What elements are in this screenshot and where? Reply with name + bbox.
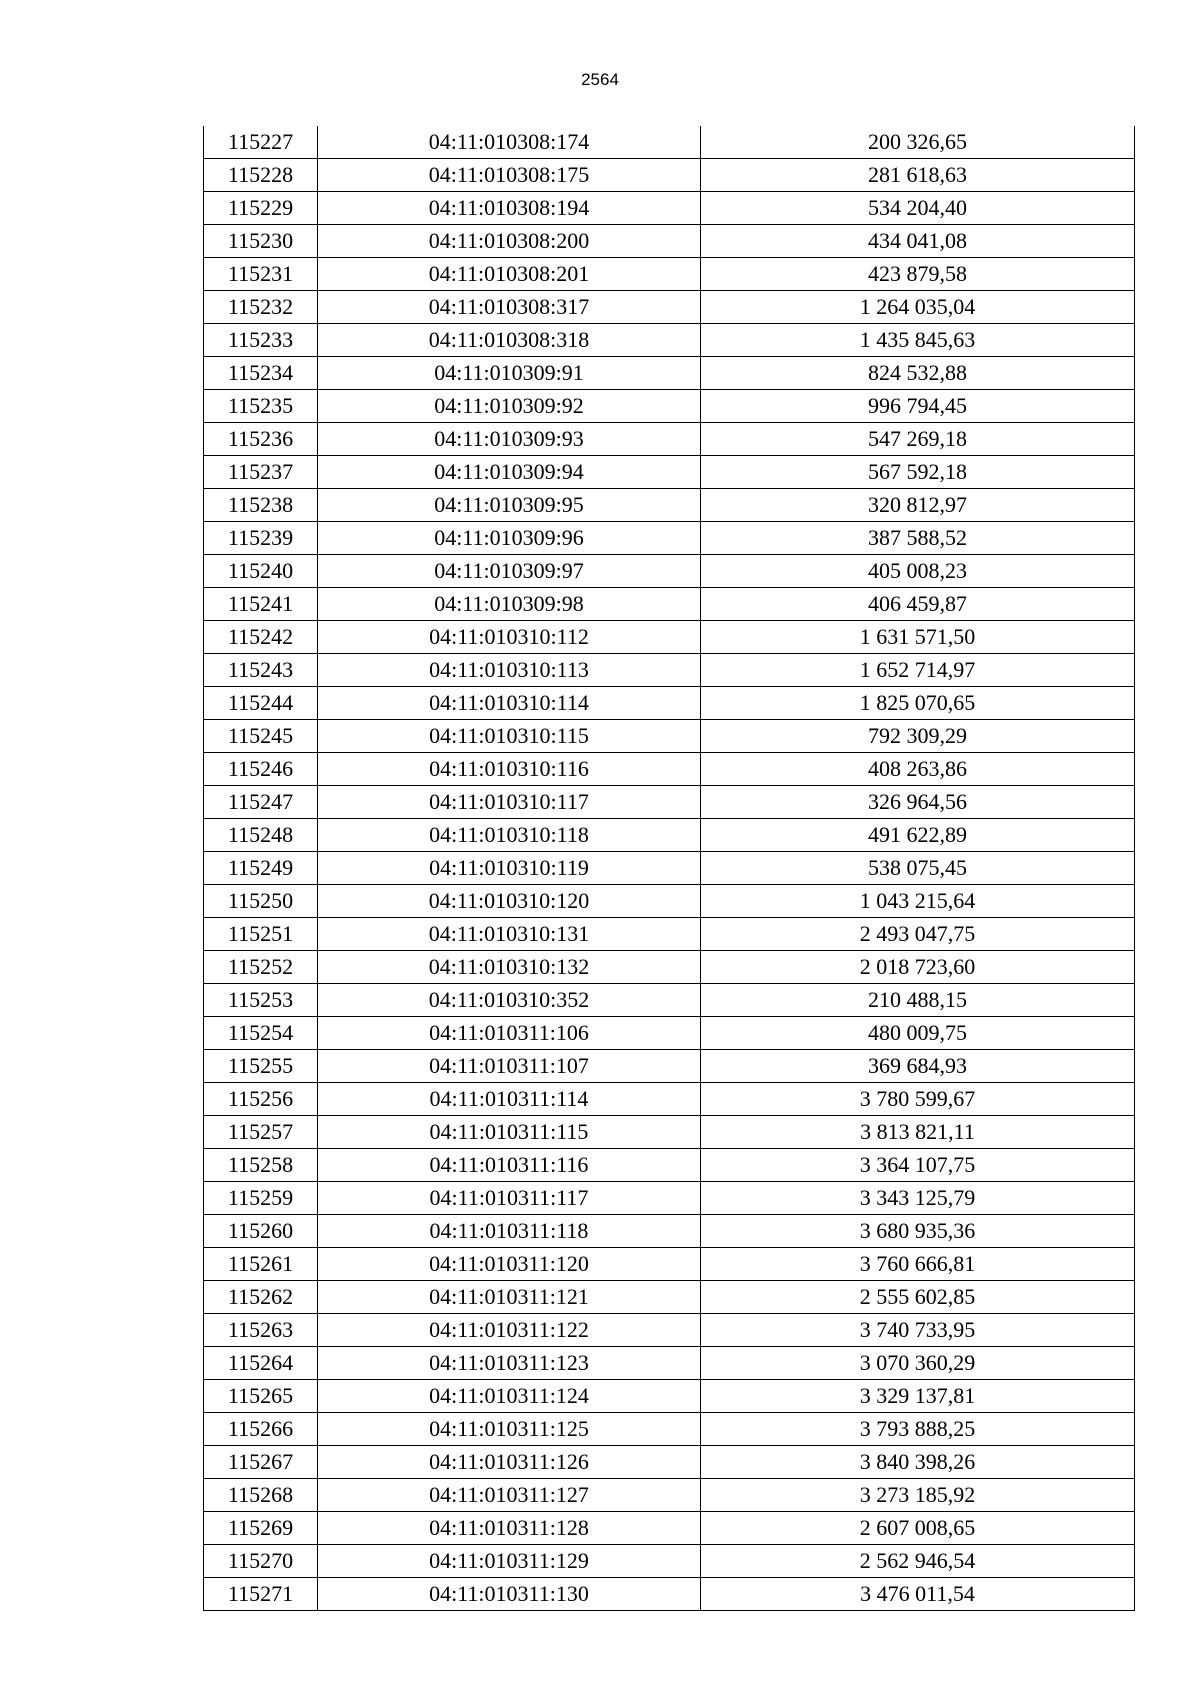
cadastral-value-cell: 3 740 733,95 <box>701 1314 1135 1347</box>
row-id-cell: 115251 <box>204 918 318 951</box>
row-id-cell: 115233 <box>204 324 318 357</box>
cadastral-value-cell: 2 562 946,54 <box>701 1545 1135 1578</box>
cadastral-number-cell: 04:11:010311:124 <box>318 1380 701 1413</box>
cadastral-value-cell: 3 273 185,92 <box>701 1479 1135 1512</box>
cadastral-value-cell: 792 309,29 <box>701 720 1135 753</box>
cadastral-number-cell: 04:11:010308:174 <box>318 126 701 159</box>
row-id-cell: 115249 <box>204 852 318 885</box>
cadastral-value-cell: 3 840 398,26 <box>701 1446 1135 1479</box>
cadastral-value-cell: 534 204,40 <box>701 192 1135 225</box>
cadastral-number-cell: 04:11:010309:97 <box>318 555 701 588</box>
cadastral-number-cell: 04:11:010311:125 <box>318 1413 701 1446</box>
row-id-cell: 115232 <box>204 291 318 324</box>
row-id-cell: 115260 <box>204 1215 318 1248</box>
cadastral-number-cell: 04:11:010310:352 <box>318 984 701 1017</box>
table-row <box>204 951 1135 984</box>
cadastral-value-cell: 1 825 070,65 <box>701 687 1135 720</box>
cadastral-value-cell: 200 326,65 <box>701 126 1135 159</box>
table-row <box>204 1545 1135 1578</box>
cadastral-number-cell: 04:11:010311:118 <box>318 1215 701 1248</box>
cadastral-number-cell: 04:11:010308:194 <box>318 192 701 225</box>
row-id-cell: 115245 <box>204 720 318 753</box>
cadastral-value-cell: 405 008,23 <box>701 555 1135 588</box>
table-row <box>204 390 1135 423</box>
table-row <box>204 1281 1135 1314</box>
row-id-cell: 115257 <box>204 1116 318 1149</box>
cadastral-value-cell: 538 075,45 <box>701 852 1135 885</box>
cadastral-number-cell: 04:11:010310:116 <box>318 753 701 786</box>
table-row <box>204 192 1135 225</box>
row-id-cell: 115236 <box>204 423 318 456</box>
row-id-cell: 115255 <box>204 1050 318 1083</box>
cadastral-number-cell: 04:11:010308:201 <box>318 258 701 291</box>
row-id-cell: 115239 <box>204 522 318 555</box>
cadastral-value-cell: 320 812,97 <box>701 489 1135 522</box>
row-id-cell: 115261 <box>204 1248 318 1281</box>
cadastral-number-cell: 04:11:010309:91 <box>318 357 701 390</box>
cadastral-value-cell: 1 435 845,63 <box>701 324 1135 357</box>
cadastral-value-cell: 3 760 666,81 <box>701 1248 1135 1281</box>
cadastral-number-cell: 04:11:010311:126 <box>318 1446 701 1479</box>
row-id-cell: 115238 <box>204 489 318 522</box>
table-row <box>204 1479 1135 1512</box>
table-row <box>204 1083 1135 1116</box>
cadastral-value-cell: 3 476 011,54 <box>701 1578 1135 1611</box>
table-row <box>204 1017 1135 1050</box>
table-row <box>204 1149 1135 1182</box>
row-id-cell: 115266 <box>204 1413 318 1446</box>
cadastral-number-cell: 04:11:010309:93 <box>318 423 701 456</box>
row-id-cell: 115248 <box>204 819 318 852</box>
table-row <box>204 1512 1135 1545</box>
table-row <box>204 621 1135 654</box>
row-id-cell: 115240 <box>204 555 318 588</box>
row-id-cell: 115228 <box>204 159 318 192</box>
cadastral-value-cell: 2 018 723,60 <box>701 951 1135 984</box>
cadastral-number-cell: 04:11:010310:132 <box>318 951 701 984</box>
row-id-cell: 115246 <box>204 753 318 786</box>
row-id-cell: 115254 <box>204 1017 318 1050</box>
cadastral-value-cell: 2 607 008,65 <box>701 1512 1135 1545</box>
cadastral-number-cell: 04:11:010310:119 <box>318 852 701 885</box>
cadastral-value-cell: 408 263,86 <box>701 753 1135 786</box>
table-row <box>204 918 1135 951</box>
cadastral-value-cell: 3 793 888,25 <box>701 1413 1135 1446</box>
row-id-cell: 115250 <box>204 885 318 918</box>
cadastral-number-cell: 04:11:010311:106 <box>318 1017 701 1050</box>
row-id-cell: 115268 <box>204 1479 318 1512</box>
table-row <box>204 654 1135 687</box>
row-id-cell: 115242 <box>204 621 318 654</box>
cadastral-number-cell: 04:11:010309:95 <box>318 489 701 522</box>
cadastral-value-cell: 824 532,88 <box>701 357 1135 390</box>
cadastral-number-cell: 04:11:010311:130 <box>318 1578 701 1611</box>
table-row <box>204 852 1135 885</box>
cadastral-value-cell: 210 488,15 <box>701 984 1135 1017</box>
cadastral-number-cell: 04:11:010309:96 <box>318 522 701 555</box>
row-id-cell: 115231 <box>204 258 318 291</box>
table-row <box>204 1413 1135 1446</box>
table-row <box>204 588 1135 621</box>
cadastral-value-cell: 434 041,08 <box>701 225 1135 258</box>
table-row <box>204 555 1135 588</box>
row-id-cell: 115263 <box>204 1314 318 1347</box>
cadastral-number-cell: 04:11:010308:317 <box>318 291 701 324</box>
row-id-cell: 115252 <box>204 951 318 984</box>
cadastral-value-cell: 491 622,89 <box>701 819 1135 852</box>
cadastral-number-cell: 04:11:010309:98 <box>318 588 701 621</box>
row-id-cell: 115258 <box>204 1149 318 1182</box>
row-id-cell: 115265 <box>204 1380 318 1413</box>
row-id-cell: 115243 <box>204 654 318 687</box>
table-row <box>204 324 1135 357</box>
table-row <box>204 1347 1135 1380</box>
cadastral-value-cell: 1 043 215,64 <box>701 885 1135 918</box>
cadastral-value-cell: 3 070 360,29 <box>701 1347 1135 1380</box>
cadastral-number-cell: 04:11:010310:112 <box>318 621 701 654</box>
cadastral-value-cell: 281 618,63 <box>701 159 1135 192</box>
table-row <box>204 423 1135 456</box>
row-id-cell: 115253 <box>204 984 318 1017</box>
table-row <box>204 1380 1135 1413</box>
cadastral-value-cell: 1 631 571,50 <box>701 621 1135 654</box>
row-id-cell: 115267 <box>204 1446 318 1479</box>
cadastral-value-cell: 326 964,56 <box>701 786 1135 819</box>
cadastral-value-cell: 567 592,18 <box>701 456 1135 489</box>
cadastral-number-cell: 04:11:010311:127 <box>318 1479 701 1512</box>
table-row <box>204 1182 1135 1215</box>
table-row <box>204 819 1135 852</box>
cadastral-number-cell: 04:11:010308:318 <box>318 324 701 357</box>
cadastral-value-cell: 406 459,87 <box>701 588 1135 621</box>
cadastral-value-cell: 547 269,18 <box>701 423 1135 456</box>
table-row <box>204 687 1135 720</box>
cadastral-number-cell: 04:11:010310:114 <box>318 687 701 720</box>
table-row <box>204 1446 1135 1479</box>
table-row <box>204 126 1135 159</box>
table-row <box>204 1248 1135 1281</box>
cadastral-number-cell: 04:11:010311:129 <box>318 1545 701 1578</box>
cadastral-number-cell: 04:11:010310:113 <box>318 654 701 687</box>
cadastral-number-cell: 04:11:010311:128 <box>318 1512 701 1545</box>
cadastral-value-cell: 996 794,45 <box>701 390 1135 423</box>
cadastral-number-cell: 04:11:010311:116 <box>318 1149 701 1182</box>
cadastral-value-cell: 3 343 125,79 <box>701 1182 1135 1215</box>
row-id-cell: 115264 <box>204 1347 318 1380</box>
cadastral-value-table <box>203 126 1135 1611</box>
cadastral-number-cell: 04:11:010311:114 <box>318 1083 701 1116</box>
cadastral-number-cell: 04:11:010308:200 <box>318 225 701 258</box>
row-id-cell: 115235 <box>204 390 318 423</box>
cadastral-number-cell: 04:11:010311:107 <box>318 1050 701 1083</box>
row-id-cell: 115229 <box>204 192 318 225</box>
row-id-cell: 115234 <box>204 357 318 390</box>
row-id-cell: 115244 <box>204 687 318 720</box>
row-id-cell: 115259 <box>204 1182 318 1215</box>
cadastral-value-cell: 369 684,93 <box>701 1050 1135 1083</box>
table-row <box>204 489 1135 522</box>
cadastral-number-cell: 04:11:010308:175 <box>318 159 701 192</box>
table-row <box>204 522 1135 555</box>
table-row <box>204 291 1135 324</box>
cadastral-number-cell: 04:11:010310:131 <box>318 918 701 951</box>
table-row <box>204 159 1135 192</box>
cadastral-value-cell: 3 813 821,11 <box>701 1116 1135 1149</box>
cadastral-number-cell: 04:11:010310:120 <box>318 885 701 918</box>
page-number: 2564 <box>581 70 619 89</box>
row-id-cell: 115271 <box>204 1578 318 1611</box>
table-row <box>204 984 1135 1017</box>
cadastral-value-cell: 3 680 935,36 <box>701 1215 1135 1248</box>
cadastral-number-cell: 04:11:010309:94 <box>318 456 701 489</box>
cadastral-number-cell: 04:11:010310:117 <box>318 786 701 819</box>
row-id-cell: 115256 <box>204 1083 318 1116</box>
table-row <box>204 357 1135 390</box>
cadastral-value-cell: 3 329 137,81 <box>701 1380 1135 1413</box>
row-id-cell: 115269 <box>204 1512 318 1545</box>
row-id-cell: 115247 <box>204 786 318 819</box>
table-row <box>204 1116 1135 1149</box>
cadastral-number-cell: 04:11:010311:123 <box>318 1347 701 1380</box>
table-body <box>204 126 1135 1611</box>
row-id-cell: 115227 <box>204 126 318 159</box>
cadastral-number-cell: 04:11:010311:121 <box>318 1281 701 1314</box>
cadastral-value-cell: 2 493 047,75 <box>701 918 1135 951</box>
cadastral-number-cell: 04:11:010311:115 <box>318 1116 701 1149</box>
cadastral-number-cell: 04:11:010310:118 <box>318 819 701 852</box>
table-row <box>204 258 1135 291</box>
cadastral-value-cell: 480 009,75 <box>701 1017 1135 1050</box>
table-row <box>204 1578 1135 1611</box>
cadastral-value-cell: 387 588,52 <box>701 522 1135 555</box>
table-row <box>204 1314 1135 1347</box>
table-row <box>204 456 1135 489</box>
cadastral-number-cell: 04:11:010311:122 <box>318 1314 701 1347</box>
cadastral-value-cell: 1 652 714,97 <box>701 654 1135 687</box>
cadastral-number-cell: 04:11:010311:120 <box>318 1248 701 1281</box>
cadastral-value-cell: 2 555 602,85 <box>701 1281 1135 1314</box>
row-id-cell: 115262 <box>204 1281 318 1314</box>
table-row <box>204 753 1135 786</box>
cadastral-number-cell: 04:11:010311:117 <box>318 1182 701 1215</box>
table-row <box>204 1215 1135 1248</box>
cadastral-number-cell: 04:11:010310:115 <box>318 720 701 753</box>
table-row <box>204 720 1135 753</box>
table-row <box>204 786 1135 819</box>
row-id-cell: 115270 <box>204 1545 318 1578</box>
cadastral-value-cell: 1 264 035,04 <box>701 291 1135 324</box>
row-id-cell: 115237 <box>204 456 318 489</box>
cadastral-value-cell: 3 780 599,67 <box>701 1083 1135 1116</box>
table-row <box>204 1050 1135 1083</box>
cadastral-value-cell: 3 364 107,75 <box>701 1149 1135 1182</box>
row-id-cell: 115230 <box>204 225 318 258</box>
row-id-cell: 115241 <box>204 588 318 621</box>
cadastral-value-cell: 423 879,58 <box>701 258 1135 291</box>
table-row <box>204 885 1135 918</box>
cadastral-number-cell: 04:11:010309:92 <box>318 390 701 423</box>
table-row <box>204 225 1135 258</box>
